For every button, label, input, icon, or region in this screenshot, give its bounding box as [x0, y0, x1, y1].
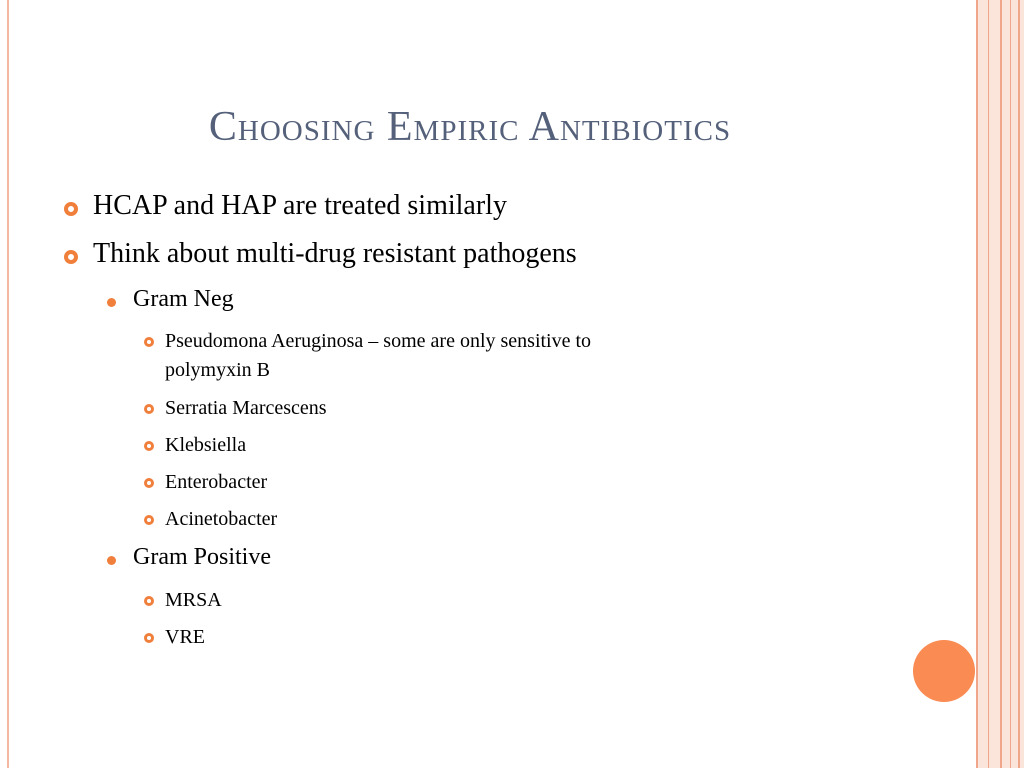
- list-item: Klebsiella: [165, 434, 247, 456]
- stripe: [1018, 0, 1020, 768]
- decorative-stripes: [976, 0, 1024, 768]
- bullet-ring-icon: [144, 596, 154, 606]
- bullet-ring-icon: [64, 202, 78, 216]
- bullet-ring-icon: [144, 404, 154, 414]
- list-item: VRE: [165, 626, 205, 648]
- slide-title: Choosing Empiric Antibiotics: [208, 104, 732, 150]
- list-item-continuation: polymyxin B: [165, 359, 271, 381]
- list-item: Serratia Marcescens: [165, 397, 327, 419]
- bullet-ring-icon: [144, 478, 154, 488]
- bullet-ring-icon: [144, 633, 154, 643]
- stripe: [988, 0, 989, 768]
- bullet-ring-icon: [144, 515, 154, 525]
- bullet-ring-icon: [144, 441, 154, 451]
- list-item: Acinetobacter: [165, 508, 278, 530]
- bullet-ring-icon: [144, 337, 154, 347]
- subheading-gram-positive: Gram Positive: [133, 544, 271, 570]
- bullet-text: HCAP and HAP are treated similarly: [93, 190, 507, 221]
- list-item: Enterobacter: [165, 471, 268, 493]
- list-item: Pseudomona Aeruginosa – some are only sensitive to: [165, 330, 592, 352]
- stripe: [976, 0, 978, 768]
- stripe: [1000, 0, 1002, 768]
- stripe: [1010, 0, 1011, 768]
- list-item: MRSA: [165, 589, 222, 611]
- bullet-dot-icon: [107, 556, 116, 565]
- bullet-dot-icon: [107, 298, 116, 307]
- bullet-ring-icon: [64, 250, 78, 264]
- subheading-gram-neg: Gram Neg: [133, 286, 234, 312]
- bullet-text: Think about multi-drug resistant pathogens: [93, 238, 577, 269]
